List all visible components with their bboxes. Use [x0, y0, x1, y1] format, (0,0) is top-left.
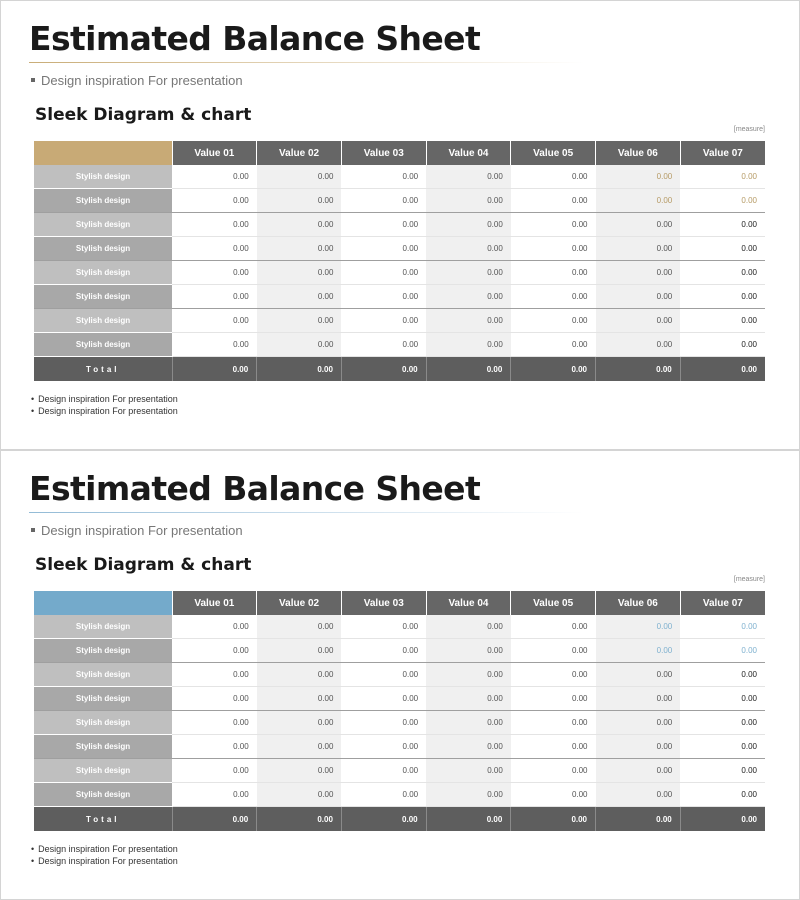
value-cell: 0.00 — [341, 759, 426, 783]
table-row — [34, 213, 765, 237]
value-cell: 0.00 — [596, 687, 681, 711]
value-cell: 0.00 — [596, 237, 681, 261]
row-label: Stylish design — [34, 783, 172, 807]
value-cell: 0.00 — [172, 165, 257, 189]
row-label: Stylish design — [34, 711, 172, 735]
value-cell: 0.00 — [341, 663, 426, 687]
value-cell: 0.00 — [172, 759, 257, 783]
value-cell: 0.00 — [596, 213, 681, 237]
value-cell: 0.00 — [511, 711, 596, 735]
value-cell: 0.00 — [511, 237, 596, 261]
value-cell: 0.00 — [172, 639, 257, 663]
value-cell: 0.00 — [680, 213, 765, 237]
value-cell: 0.00 — [680, 663, 765, 687]
table-row — [34, 309, 765, 333]
value-cell: 0.00 — [426, 309, 511, 333]
value-cell: 0.00 — [680, 165, 765, 189]
value-cell: 0.00 — [680, 639, 765, 663]
value-cell: 0.00 — [426, 687, 511, 711]
header-row — [34, 591, 765, 615]
value-cell: 0.00 — [596, 711, 681, 735]
value-cell: 0.00 — [426, 333, 511, 357]
total-row — [34, 807, 765, 832]
total-cell: 0.00 — [511, 357, 596, 382]
table-row — [34, 237, 765, 261]
table-row — [34, 639, 765, 663]
corner-cell — [34, 141, 172, 165]
value-cell: 0.00 — [511, 639, 596, 663]
total-row — [34, 357, 765, 382]
value-cell: 0.00 — [596, 285, 681, 309]
table-row — [34, 165, 765, 189]
row-label: Stylish design — [34, 639, 172, 663]
value-cell: 0.00 — [341, 309, 426, 333]
value-cell: 0.00 — [426, 165, 511, 189]
value-cell: 0.00 — [257, 759, 342, 783]
value-cell: 0.00 — [511, 285, 596, 309]
footnote: • Design inspiration For presentation — [31, 405, 178, 417]
value-cell: 0.00 — [511, 213, 596, 237]
page-title: Estimated Balance Sheet — [29, 469, 481, 508]
table-row — [34, 285, 765, 309]
row-label: Stylish design — [34, 615, 172, 639]
column-header: Value 05 — [511, 141, 596, 165]
header-row — [34, 141, 765, 165]
value-cell: 0.00 — [426, 783, 511, 807]
table-row — [34, 333, 765, 357]
value-cell: 0.00 — [511, 333, 596, 357]
value-cell: 0.00 — [257, 615, 342, 639]
total-cell: 0.00 — [426, 357, 511, 382]
total-cell: 0.00 — [257, 807, 342, 832]
value-cell: 0.00 — [511, 165, 596, 189]
square-bullet-icon — [31, 528, 35, 532]
column-header: Value 06 — [596, 141, 681, 165]
subtitle — [29, 73, 243, 88]
value-cell: 0.00 — [341, 735, 426, 759]
value-cell: 0.00 — [341, 165, 426, 189]
footnote: • Design inspiration For presentation — [31, 855, 178, 867]
row-label: Stylish design — [34, 735, 172, 759]
balance-table — [34, 591, 765, 831]
column-header: Value 04 — [426, 591, 511, 615]
value-cell: 0.00 — [596, 663, 681, 687]
unit-label: [measure] — [733, 126, 765, 133]
total-cell: 0.00 — [680, 357, 765, 382]
value-cell: 0.00 — [257, 735, 342, 759]
page-title: Estimated Balance Sheet — [29, 19, 481, 58]
value-cell: 0.00 — [172, 237, 257, 261]
column-header: Value 07 — [680, 141, 765, 165]
value-cell: 0.00 — [511, 663, 596, 687]
unit-label: [measure] — [733, 576, 765, 583]
value-cell: 0.00 — [426, 285, 511, 309]
table-row — [34, 711, 765, 735]
square-bullet-icon — [31, 78, 35, 82]
table-row — [34, 189, 765, 213]
footnote: • Design inspiration For presentation — [31, 843, 178, 855]
column-header: Value 06 — [596, 591, 681, 615]
column-header: Value 02 — [257, 141, 342, 165]
title-divider — [29, 62, 769, 63]
corner-cell — [34, 591, 172, 615]
value-cell: 0.00 — [680, 735, 765, 759]
value-cell: 0.00 — [426, 663, 511, 687]
row-label: Stylish design — [34, 687, 172, 711]
table-row — [34, 663, 765, 687]
value-cell: 0.00 — [511, 735, 596, 759]
value-cell: 0.00 — [680, 687, 765, 711]
value-cell: 0.00 — [257, 213, 342, 237]
table-row — [34, 735, 765, 759]
value-cell: 0.00 — [426, 261, 511, 285]
value-cell: 0.00 — [172, 213, 257, 237]
value-cell: 0.00 — [511, 759, 596, 783]
value-cell: 0.00 — [426, 711, 511, 735]
value-cell: 0.00 — [341, 189, 426, 213]
value-cell: 0.00 — [341, 711, 426, 735]
value-cell: 0.00 — [680, 309, 765, 333]
table-row — [34, 615, 765, 639]
value-cell: 0.00 — [341, 285, 426, 309]
row-label: Stylish design — [34, 237, 172, 261]
column-header: Value 07 — [680, 591, 765, 615]
subtitle — [29, 523, 243, 538]
value-cell: 0.00 — [341, 687, 426, 711]
value-cell: 0.00 — [511, 261, 596, 285]
value-cell: 0.00 — [426, 759, 511, 783]
value-cell: 0.00 — [341, 639, 426, 663]
value-cell: 0.00 — [426, 213, 511, 237]
value-cell: 0.00 — [257, 711, 342, 735]
value-cell: 0.00 — [341, 333, 426, 357]
total-cell: 0.00 — [596, 357, 681, 382]
row-label: Stylish design — [34, 213, 172, 237]
value-cell: 0.00 — [257, 189, 342, 213]
total-cell: 0.00 — [341, 357, 426, 382]
total-cell: 0.00 — [172, 357, 257, 382]
value-cell: 0.00 — [596, 333, 681, 357]
total-cell: 0.00 — [596, 807, 681, 832]
value-cell: 0.00 — [596, 783, 681, 807]
value-cell: 0.00 — [680, 783, 765, 807]
total-cell: 0.00 — [426, 807, 511, 832]
subtitle-text: Design inspiration For presentation — [41, 73, 243, 88]
value-cell: 0.00 — [257, 261, 342, 285]
title-divider — [29, 512, 769, 513]
subtitle-text: Design inspiration For presentation — [41, 523, 243, 538]
row-label: Stylish design — [34, 333, 172, 357]
value-cell: 0.00 — [680, 261, 765, 285]
value-cell: 0.00 — [257, 309, 342, 333]
value-cell: 0.00 — [426, 615, 511, 639]
table-row — [34, 783, 765, 807]
row-label: Stylish design — [34, 663, 172, 687]
value-cell: 0.00 — [172, 285, 257, 309]
total-cell: 0.00 — [511, 807, 596, 832]
value-cell: 0.00 — [511, 783, 596, 807]
value-cell: 0.00 — [596, 735, 681, 759]
value-cell: 0.00 — [172, 735, 257, 759]
value-cell: 0.00 — [426, 639, 511, 663]
value-cell: 0.00 — [680, 711, 765, 735]
value-cell: 0.00 — [172, 711, 257, 735]
total-cell: 0.00 — [680, 807, 765, 832]
total-cell: 0.00 — [341, 807, 426, 832]
value-cell: 0.00 — [172, 189, 257, 213]
value-cell: 0.00 — [680, 285, 765, 309]
table-row — [34, 687, 765, 711]
value-cell: 0.00 — [172, 309, 257, 333]
column-header: Value 04 — [426, 141, 511, 165]
value-cell: 0.00 — [426, 189, 511, 213]
column-header: Value 03 — [341, 141, 426, 165]
slide-blue — [0, 450, 800, 900]
column-header: Value 02 — [257, 591, 342, 615]
total-label: Total — [34, 357, 172, 382]
row-label: Stylish design — [34, 165, 172, 189]
balance-table — [34, 141, 765, 381]
value-cell: 0.00 — [511, 615, 596, 639]
value-cell: 0.00 — [680, 189, 765, 213]
value-cell: 0.00 — [257, 639, 342, 663]
value-cell: 0.00 — [596, 189, 681, 213]
value-cell: 0.00 — [596, 759, 681, 783]
value-cell: 0.00 — [511, 687, 596, 711]
section-heading: Sleek Diagram & chart — [35, 555, 252, 575]
column-header: Value 01 — [172, 591, 257, 615]
value-cell: 0.00 — [511, 309, 596, 333]
value-cell: 0.00 — [341, 615, 426, 639]
value-cell: 0.00 — [596, 165, 681, 189]
value-cell: 0.00 — [257, 687, 342, 711]
value-cell: 0.00 — [511, 189, 596, 213]
value-cell: 0.00 — [172, 261, 257, 285]
column-header: Value 01 — [172, 141, 257, 165]
total-label: Total — [34, 807, 172, 832]
value-cell: 0.00 — [172, 333, 257, 357]
value-cell: 0.00 — [172, 663, 257, 687]
row-label: Stylish design — [34, 261, 172, 285]
value-cell: 0.00 — [257, 783, 342, 807]
value-cell: 0.00 — [680, 759, 765, 783]
column-header: Value 05 — [511, 591, 596, 615]
value-cell: 0.00 — [426, 237, 511, 261]
value-cell: 0.00 — [341, 783, 426, 807]
row-label: Stylish design — [34, 285, 172, 309]
value-cell: 0.00 — [596, 309, 681, 333]
value-cell: 0.00 — [596, 261, 681, 285]
value-cell: 0.00 — [680, 237, 765, 261]
value-cell: 0.00 — [341, 237, 426, 261]
value-cell: 0.00 — [172, 783, 257, 807]
value-cell: 0.00 — [257, 165, 342, 189]
value-cell: 0.00 — [257, 663, 342, 687]
column-header: Value 03 — [341, 591, 426, 615]
footnotes — [31, 843, 178, 867]
value-cell: 0.00 — [341, 261, 426, 285]
value-cell: 0.00 — [341, 213, 426, 237]
value-cell: 0.00 — [680, 615, 765, 639]
value-cell: 0.00 — [596, 639, 681, 663]
value-cell: 0.00 — [426, 735, 511, 759]
section-heading: Sleek Diagram & chart — [35, 105, 252, 125]
table-row — [34, 261, 765, 285]
row-label: Stylish design — [34, 309, 172, 333]
value-cell: 0.00 — [257, 285, 342, 309]
footnotes — [31, 393, 178, 417]
table-row — [34, 759, 765, 783]
value-cell: 0.00 — [680, 333, 765, 357]
value-cell: 0.00 — [172, 687, 257, 711]
total-cell: 0.00 — [257, 357, 342, 382]
row-label: Stylish design — [34, 759, 172, 783]
footnote: • Design inspiration For presentation — [31, 393, 178, 405]
value-cell: 0.00 — [596, 615, 681, 639]
total-cell: 0.00 — [172, 807, 257, 832]
value-cell: 0.00 — [172, 615, 257, 639]
value-cell: 0.00 — [257, 237, 342, 261]
value-cell: 0.00 — [257, 333, 342, 357]
row-label: Stylish design — [34, 189, 172, 213]
